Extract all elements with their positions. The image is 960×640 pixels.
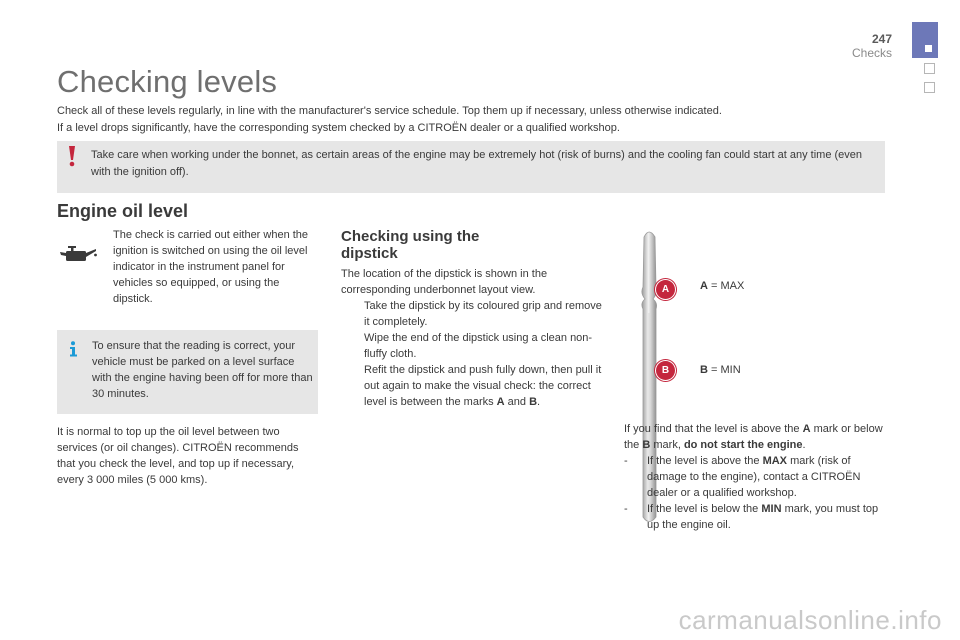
tab-box-2[interactable]: [924, 82, 935, 93]
intro-line-1: Check all of these levels regularly, in line with the manufacturer's service schedule. Top them up if necessary, unless otherwise indicated.: [57, 105, 722, 117]
info-box: [57, 330, 318, 414]
dipstick-steps: [341, 298, 606, 410]
marker-a-label: A = MAX: [700, 280, 745, 292]
info-icon: [67, 341, 79, 357]
marker-b-label: B = MIN: [700, 364, 741, 376]
watermark: carmanualsonline.info: [678, 605, 942, 635]
list-item: - If the level is above the MAX mark (risk of damage to the engine), contact a CITROËN dealer or a qualified workshop.: [624, 455, 861, 499]
dipstick-location-text: The location of the dipstick is shown in the corresponding underbonnet layout view.: [341, 268, 548, 296]
section-tab[interactable]: [912, 22, 938, 58]
page-number: 247: [871, 32, 892, 46]
list-item: Refit the dipstick and push fully down, then pull it out again to make the visual check: the correct level is between the marks A and B.: [364, 364, 602, 408]
intro-text: [57, 103, 907, 137]
top-up-text: It is normal to top up the oil level between two services (or oil changes). CITROËN recommends that you check the level, and top up if necessary, every 3 000 miles (5 000 kms).: [57, 426, 299, 486]
tab-box-1[interactable]: [924, 63, 935, 74]
oil-check-text: The check is carried out either when the ignition is switched on using the oil level indicator in the instrument panel for vehicles so equipped, or using the dipstick.: [113, 229, 309, 305]
warning-icon: [63, 145, 81, 167]
list-item: - If the level is below the MIN mark, you must top up the engine oil.: [624, 503, 879, 531]
warning-text: Take care when working under the bonnet, as certain areas of the engine may be extremely hot (risk of burns) and the cooling fan could start at any time (even with the ignition off).: [91, 149, 863, 178]
page-title: Checking levels: [57, 64, 278, 99]
engine-oil-heading: Engine oil level: [57, 201, 189, 221]
marker-a-badge: A: [656, 280, 675, 299]
level-check-text: If you find that the level is above the A mark or below the B mark, do not start the engine.: [624, 423, 883, 451]
section-title: Checks: [851, 46, 892, 60]
list-item: Take the dipstick by its coloured grip and remove it completely.: [364, 300, 602, 328]
warning-box: [57, 141, 885, 193]
level-check-list: [624, 453, 886, 533]
tab-marker: [925, 45, 932, 52]
oil-can-icon: [58, 243, 98, 265]
intro-line-2: If a level drops significantly, have the corresponding system checked by a CITROËN dealer or a qualified workshop.: [57, 122, 620, 134]
dipstick-heading: Checking using the dipstick: [341, 228, 480, 262]
list-item: Wipe the end of the dipstick using a clean non-fluffy cloth.: [364, 332, 593, 360]
info-text: To ensure that the reading is correct, your vehicle must be parked on a level surface with the engine having been off for more than 30 minutes.: [92, 340, 313, 400]
marker-b-badge: B: [656, 361, 675, 380]
